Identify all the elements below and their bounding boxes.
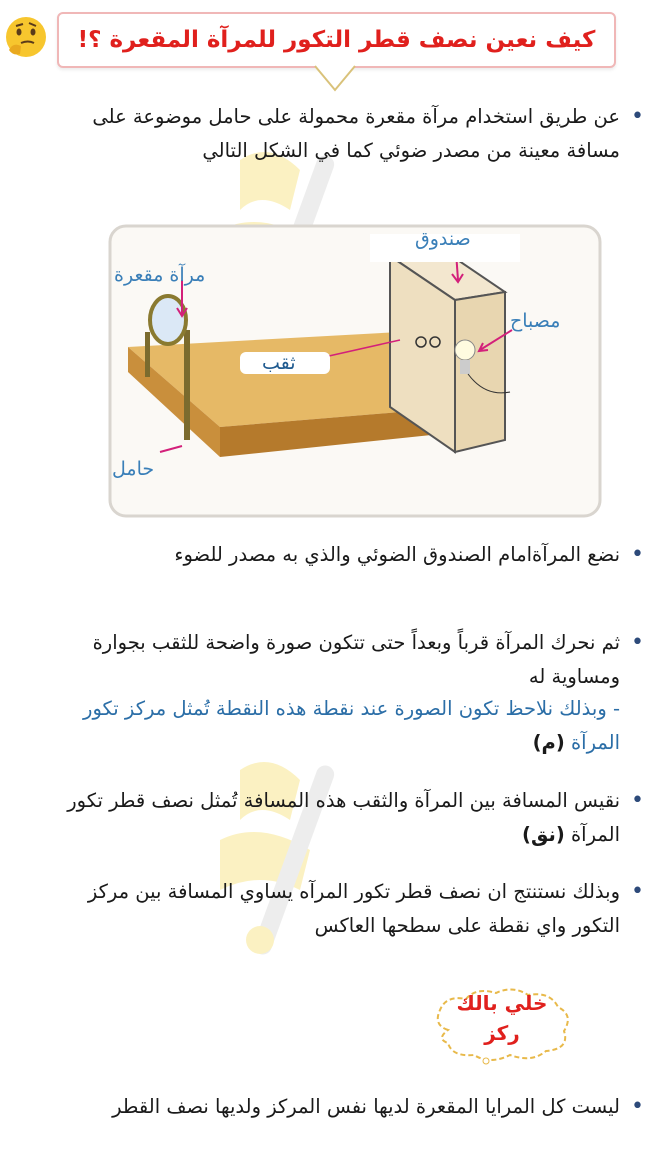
step-4: • وبذلك نستنتج ان نصف قطر تكور المرآه يساوي المسافة بين مركز التكور واي نقطة على سطحها العاكس <box>60 875 620 943</box>
label-lamp: مصباح <box>510 310 561 332</box>
label-box: صندوق <box>415 228 471 250</box>
step-2: • ثم نحرك المرآة قرباً وبعداً حتى تتكون صورة واضحة للثقب بجوارة ومساوية له <box>60 626 620 694</box>
intro-paragraph: • عن طريق استخدام مرآة مقعرة محمولة على حامل موضوعة على مسافة معينة من مصدر ضوئي كما في الشكل التالي <box>60 100 620 168</box>
arrow-down-icon <box>312 64 358 94</box>
step-3-text: نقيس المسافة بين المرآة والثقب هذه المسافة تُمثل نصف قطر تكور المرآة <box>67 789 620 846</box>
step-5: • ليست كل المرايا المقعرة لديها نفس المركز ولديها نصف القطر <box>60 1090 620 1124</box>
note-text: - وبذلك نلاحظ تكون الصورة عند نقطة هذه النقطة تُمثل مركز تكور المرآة <box>83 697 620 754</box>
cloud-text <box>428 988 576 1048</box>
thinking-face-icon <box>3 14 49 60</box>
experiment-diagram <box>100 222 605 520</box>
note-symbol: (م) <box>532 731 565 754</box>
title-box <box>57 12 616 68</box>
label-hole: ثقب <box>262 352 296 374</box>
step-1: • نضع المرآةامام الصندوق الضوئي والذي به مصدر للضوء <box>60 538 620 572</box>
step-3-symbol: (نق) <box>522 823 565 846</box>
note-center-of-curvature <box>30 692 620 760</box>
page-title: كيف نعين نصف قطر التكور للمرآة المقعرة ؟! <box>77 27 596 53</box>
cloud-line-2: ركز <box>484 1021 520 1045</box>
label-holder: حامل <box>112 458 155 480</box>
cloud-line-1: خلي بالك <box>456 991 548 1015</box>
step-3 <box>60 784 620 852</box>
label-mirror: مرآة مقعرة <box>114 264 206 286</box>
